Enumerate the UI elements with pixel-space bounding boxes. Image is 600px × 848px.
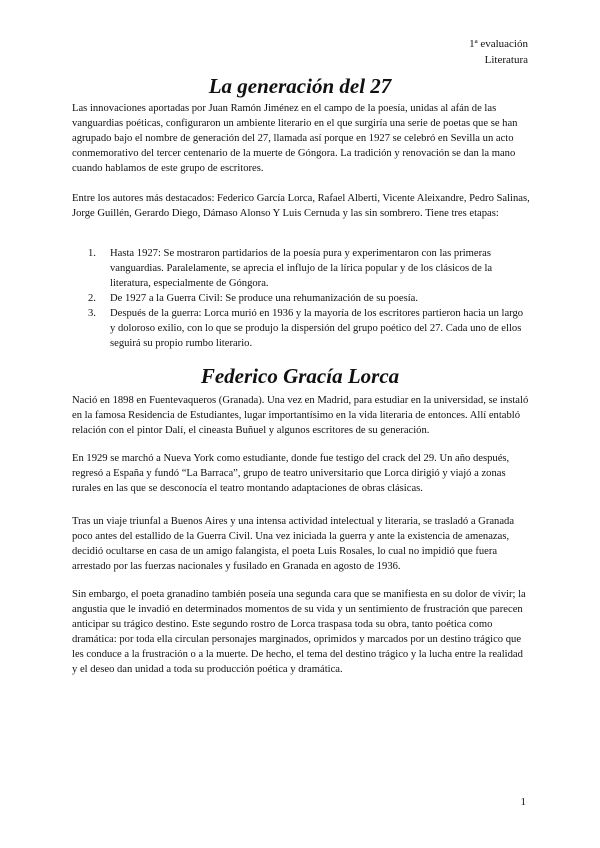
list-item-text: Después de la guerra: Lorca murió en 1936 y la mayoría de los escritores partieron hacia un largo y doloroso exilio, con lo que se produjo la dispersión del grupo poético del 27. Cada uno de ellos seguirá su propio rumbo literario. bbox=[110, 308, 524, 349]
page-number: 1 bbox=[520, 796, 526, 808]
list-item-number: 2. bbox=[88, 293, 96, 304]
paragraph-authors: Entre los autores más destacados: Federico García Lorca, Rafael Alberti, Vicente Aleixandre, Pedro Salinas, Jorge Guillén, Gerardo Diego, Dámaso Alonso Y Luis Cernuda y las sin sombrero. Tiene tres etapas: bbox=[72, 193, 530, 219]
paragraph-lorca-new-york: En 1929 se marchó a Nueva York como estudiante, donde fue testigo del crack del 29. Un año después, regresó a España y fundó “La Barraca”, grupo de teatro universitario que Lorca dirigió y viajó a zonas rurales en las que se desconocía el teatro montando adaptaciones de obras clásicas. bbox=[72, 453, 510, 494]
paragraph-lorca-death: Tras un viaje triunfal a Buenos Aires y una intensa actividad intelectual y literaria, se trasladó a Granada poco antes del estallido de la Guerra Civil. Una vez iniciada la guerra y ante la existencia de amenazas, decidió ocultarse en casa de un amigo falangista, el poeta Luis Rosales, lo cual no impidió que fuera arrestado por las fuerzas nacionales y fusilado en Granada en agosto de 1936. bbox=[72, 516, 515, 572]
header-evaluation: 1ª evaluación bbox=[469, 38, 528, 50]
list-item-number: 1. bbox=[88, 248, 96, 259]
paragraph-lorca-work: Sin embargo, el poeta granadino también poseía una segunda cara que se manifiesta en su dolor de vivir; la angustia que le invadió en determinados momentos de su vida y un sentimiento de frustración que parecen anticipar su trágico destino. Este segundo rostro de Lorca traspasa toda su obra, tanto poética como dramática: por toda ella circulan personajes marginados, oprimidos y marcados por un destino trágico que les conduce a la frustración o a la muerte. De hecho, el tema del destino trágico y la lucha entre la realidad y el deseo dan unidad a toda su producción poética y dramática. bbox=[72, 589, 526, 675]
document-header bbox=[469, 36, 528, 68]
stages-list bbox=[88, 246, 530, 351]
paragraph-intro: Las innovaciones aportadas por Juan Ramón Jiménez en el campo de la poesía, unidas al afán de las vanguardias poéticas, configuraron un ambiente literario en el que surgiría una serie de poetas que se han agrupado bajo el nombre de generación del 27, llamada así porque en 1927 se celebró en Sevilla un acto conmemorativo del tercer centenario de la muerte de Góngora. La tradición y renovación se dan la mano cuando hablamos de este grupo de escritores. bbox=[72, 103, 518, 174]
list-item bbox=[88, 291, 530, 306]
list-item-number: 3. bbox=[88, 308, 96, 319]
section-title-generacion-27: La generación del 27 bbox=[208, 74, 392, 98]
list-item-text: Hasta 1927: Se mostraron partidarios de la poesía pura y experimentaron con las primeras vanguardias. Paralelamente, se aprecia el influjo de la lírica popular y de los clásicos de la literatura, especialmente de Góngora. bbox=[110, 248, 493, 289]
list-item bbox=[88, 306, 530, 351]
list-item-text: De 1927 a la Guerra Civil: Se produce una rehumanización de su poesía. bbox=[110, 293, 418, 304]
header-subject: Literatura bbox=[484, 54, 528, 66]
list-item bbox=[88, 246, 530, 291]
paragraph-lorca-birth: Nació en 1898 en Fuentevaqueros (Granada). Una vez en Madrid, para estudiar en la universidad, se instaló en la famosa Residencia de Estudiantes, lugar importantísimo en la vida literaria de entonces. Allí entabló relación con el pintor Dalí, el cineasta Buñuel y algunos escritores de su generación. bbox=[72, 395, 529, 436]
section-title-lorca: Federico Gracía Lorca bbox=[200, 364, 400, 388]
